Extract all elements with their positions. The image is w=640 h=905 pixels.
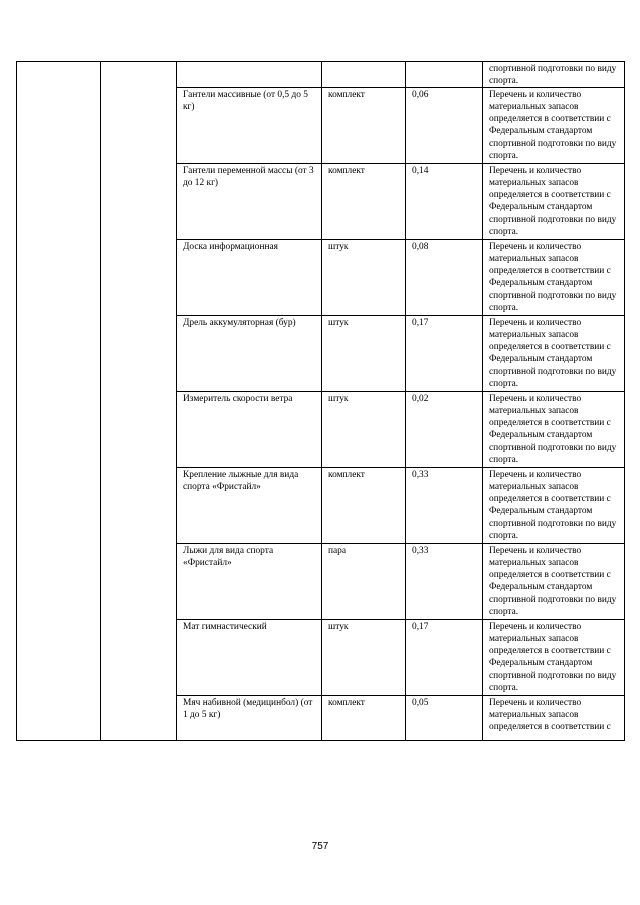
note-cell: спортивной подготовки по виду спорта. <box>483 62 625 88</box>
note-cell: Перечень и количество материальных запасов определяется в соответствии с Федеральным стандартом спортивной подготовки по виду спорта. <box>483 392 625 468</box>
unit-cell: штук <box>322 392 406 468</box>
unit-cell <box>322 62 406 88</box>
quantity-cell: 0,33 <box>406 544 483 620</box>
unit-cell: штук <box>322 620 406 696</box>
unit-cell: комплект <box>322 468 406 544</box>
table-row-continuation <box>17 62 625 88</box>
merged-cell-col2 <box>101 62 177 741</box>
item-name-cell <box>177 62 322 88</box>
unit-cell: пара <box>322 544 406 620</box>
page-number: 757 <box>311 841 329 852</box>
note-cell: Перечень и количество материальных запасов определяется в соответствии с <box>483 696 625 741</box>
item-name-cell: Гантели массивные (от 0,5 до 5 кг) <box>177 88 322 164</box>
quantity-cell: 0,08 <box>406 240 483 316</box>
item-name-cell: Дрель аккумуляторная (бур) <box>177 316 322 392</box>
item-name-cell: Крепление лыжные для вида спорта «Фристайл» <box>177 468 322 544</box>
unit-cell: комплект <box>322 696 406 741</box>
note-cell: Перечень и количество материальных запасов определяется в соответствии с Федеральным стандартом спортивной подготовки по виду спорта. <box>483 316 625 392</box>
quantity-cell: 0,17 <box>406 316 483 392</box>
merged-cell-col1 <box>17 62 101 741</box>
quantity-cell: 0,33 <box>406 468 483 544</box>
item-name-cell: Лыжи для вида спорта «Фристайл» <box>177 544 322 620</box>
unit-cell: комплект <box>322 164 406 240</box>
equipment-table <box>16 61 625 741</box>
item-name-cell: Гантели переменной массы (от 3 до 12 кг) <box>177 164 322 240</box>
note-cell: Перечень и количество материальных запасов определяется в соответствии с Федеральным стандартом спортивной подготовки по виду спорта. <box>483 240 625 316</box>
note-cell: Перечень и количество материальных запасов определяется в соответствии с Федеральным стандартом спортивной подготовки по виду спорта. <box>483 468 625 544</box>
item-name-cell: Доска информационная <box>177 240 322 316</box>
unit-cell: штук <box>322 240 406 316</box>
quantity-cell: 0,05 <box>406 696 483 741</box>
quantity-cell <box>406 62 483 88</box>
unit-cell: штук <box>322 316 406 392</box>
quantity-cell: 0,02 <box>406 392 483 468</box>
item-name-cell: Измеритель скорости ветра <box>177 392 322 468</box>
quantity-cell: 0,14 <box>406 164 483 240</box>
note-cell: Перечень и количество материальных запасов определяется в соответствии с Федеральным стандартом спортивной подготовки по виду спорта. <box>483 164 625 240</box>
quantity-cell: 0,17 <box>406 620 483 696</box>
item-name-cell: Мяч набивной (медицинбол) (от 1 до 5 кг) <box>177 696 322 741</box>
unit-cell: комплект <box>322 88 406 164</box>
quantity-cell: 0,06 <box>406 88 483 164</box>
note-cell: Перечень и количество материальных запасов определяется в соответствии с Федеральным стандартом спортивной подготовки по виду спорта. <box>483 544 625 620</box>
note-cell: Перечень и количество материальных запасов определяется в соответствии с Федеральным стандартом спортивной подготовки по виду спорта. <box>483 88 625 164</box>
item-name-cell: Мат гимнастический <box>177 620 322 696</box>
note-cell: Перечень и количество материальных запасов определяется в соответствии с Федеральным стандартом спортивной подготовки по виду спорта. <box>483 620 625 696</box>
